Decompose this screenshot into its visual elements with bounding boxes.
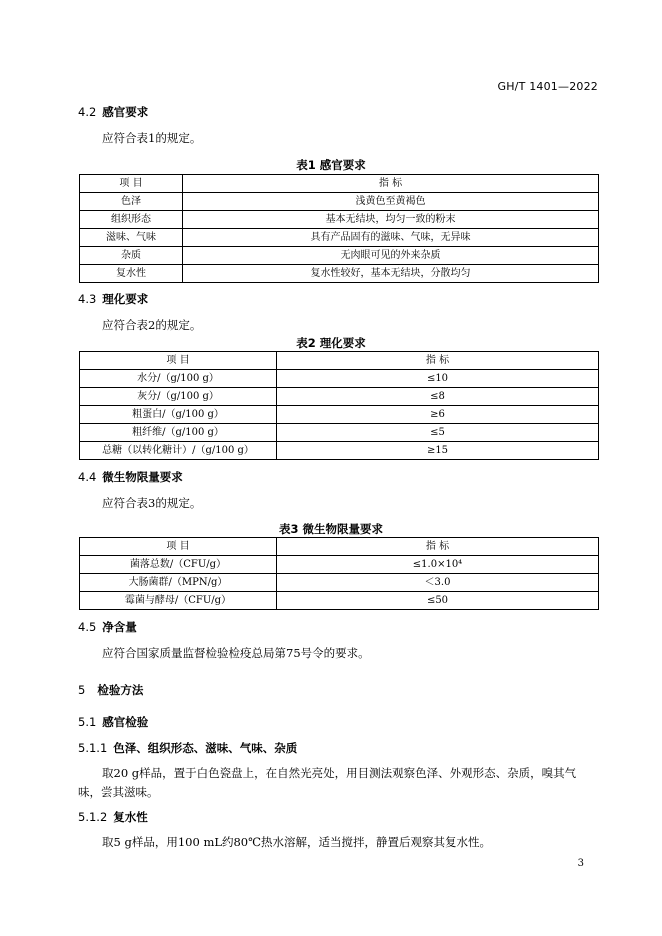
table-row — [80, 574, 599, 592]
table-row — [80, 193, 599, 211]
table-header-cell: 项 目 — [80, 352, 277, 370]
table-cell: 大肠菌群/（MPN/g） — [80, 574, 277, 592]
heading-5-1-2 — [78, 809, 148, 825]
section-title: 感官要求 — [102, 105, 149, 119]
table-cell: 杂质 — [80, 247, 183, 265]
table-header-row — [80, 352, 599, 370]
table-cell: 色泽 — [80, 193, 183, 211]
table-cell: ＜3.0 — [277, 574, 599, 592]
table-header-cell: 指 标 — [183, 175, 599, 193]
page-number: 3 — [577, 858, 584, 869]
paragraph-5-1-2: 取5 g样品，用100 mL约80℃热水溶解，适当搅拌，静置后观察其复水性。 — [102, 835, 491, 849]
table-header-cell: 指 标 — [277, 352, 599, 370]
table-cell: ≤8 — [277, 388, 599, 406]
paragraph-4-5: 应符合国家质量监督检验检疫总局第75号令的要求。 — [102, 646, 370, 660]
section-title: 复水性 — [113, 810, 148, 824]
section-number: 4.3 — [78, 292, 97, 306]
table-row — [80, 406, 599, 424]
section-number: 4.2 — [78, 105, 97, 119]
section-number: 5.1.2 — [78, 810, 108, 824]
section-number: 5.1 — [78, 715, 97, 729]
table3 — [79, 537, 599, 610]
table-cell: ≥15 — [277, 442, 599, 460]
table-cell: 粗纤维/（g/100 g） — [80, 424, 277, 442]
table-cell: 霉菌与酵母/（CFU/g） — [80, 592, 277, 610]
table-row — [80, 388, 599, 406]
heading-5-1 — [78, 714, 148, 730]
section-number: 5.1.1 — [78, 741, 108, 755]
paragraph-4-2: 应符合表1的规定。 — [102, 131, 202, 145]
section-title: 微生物限量要求 — [102, 470, 183, 484]
table-cell: 无肉眼可见的外来杂质 — [183, 247, 599, 265]
table1-caption: 表1 感官要求 — [296, 158, 366, 172]
table-row — [80, 229, 599, 247]
section-title: 感官检验 — [102, 715, 149, 729]
table-row — [80, 592, 599, 610]
table-cell: 具有产品固有的滋味、气味，无异味 — [183, 229, 599, 247]
table-row — [80, 370, 599, 388]
table-row — [80, 424, 599, 442]
table-row — [80, 211, 599, 229]
table1 — [79, 174, 599, 283]
table-row — [80, 247, 599, 265]
paragraph-4-3: 应符合表2的规定。 — [102, 318, 202, 332]
table-cell: 粗蛋白/（g/100 g） — [80, 406, 277, 424]
table-cell: 总糖（以转化糖计）/（g/100 g） — [80, 442, 277, 460]
table-cell: ≥6 — [277, 406, 599, 424]
table-row — [80, 265, 599, 283]
table2 — [79, 351, 599, 460]
heading-4-4 — [78, 469, 183, 485]
table-cell: 组织形态 — [80, 211, 183, 229]
table-row — [80, 556, 599, 574]
table-cell: ≤5 — [277, 424, 599, 442]
section-title: 理化要求 — [102, 292, 149, 306]
table-cell: 复水性 — [80, 265, 183, 283]
table-cell: ≤50 — [277, 592, 599, 610]
table-cell: 滋味、气味 — [80, 229, 183, 247]
standard-number: GH/T 1401—2022 — [497, 80, 598, 93]
heading-4-5 — [78, 619, 137, 635]
section-number: 4.5 — [78, 620, 97, 634]
heading-4-3 — [78, 291, 148, 307]
paragraph-4-4: 应符合表3的规定。 — [102, 496, 202, 510]
table-row — [80, 442, 599, 460]
table-cell: 复水性较好，基本无结块，分散均匀 — [183, 265, 599, 283]
table-cell: 浅黄色至黄褐色 — [183, 193, 599, 211]
heading-4-2 — [78, 104, 148, 120]
table-cell: 灰分/（g/100 g） — [80, 388, 277, 406]
section-title: 净含量 — [102, 620, 137, 634]
table3-caption: 表3 微生物限量要求 — [278, 522, 383, 536]
section-title: 检验方法 — [97, 683, 144, 697]
table-cell: 水分/（g/100 g） — [80, 370, 277, 388]
table-cell: ≤1.0×10⁴ — [277, 556, 599, 574]
table2-caption: 表2 理化要求 — [296, 336, 366, 350]
section-title: 色泽、组织形态、滋味、气味、杂质 — [113, 741, 298, 755]
table-header-row — [80, 538, 599, 556]
heading-5 — [78, 682, 143, 698]
table-header-row — [80, 175, 599, 193]
section-number: 5 — [78, 683, 86, 697]
heading-5-1-1 — [78, 740, 297, 756]
paragraph-5-1-1: 取20 g样品，置于白色瓷盘上，在自然光亮处，用目测法观察色泽、外观形态、杂质，嗅其气味，尝其滋味。 — [78, 766, 577, 799]
table-cell: 基本无结块，均匀一致的粉末 — [183, 211, 599, 229]
section-number: 4.4 — [78, 470, 97, 484]
table-cell: 菌落总数/（CFU/g） — [80, 556, 277, 574]
table-cell: ≤10 — [277, 370, 599, 388]
table-header-cell: 项 目 — [80, 538, 277, 556]
table-header-cell: 指 标 — [277, 538, 599, 556]
table-header-cell: 项 目 — [80, 175, 183, 193]
